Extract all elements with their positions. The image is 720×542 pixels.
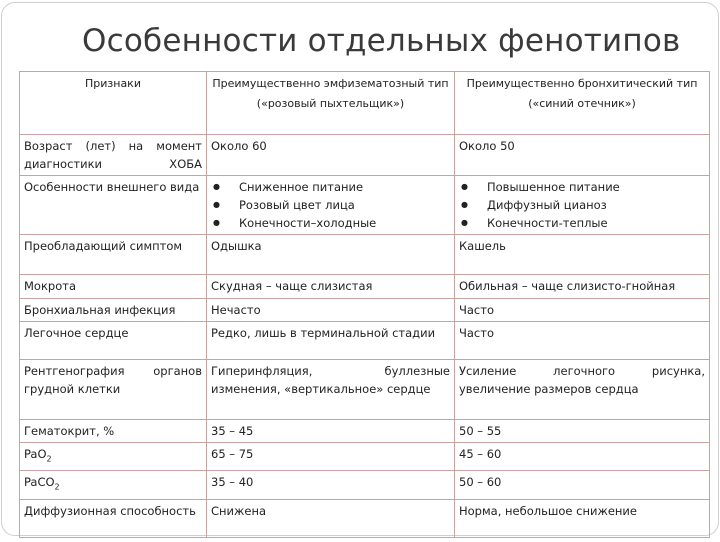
cell-bronchitic: Обильная – чаще слизисто-гнойная	[455, 275, 710, 299]
row-label: Особенности внешнего вида	[20, 176, 207, 235]
table-row	[20, 235, 710, 275]
row-label: Легочное сердце	[20, 322, 207, 360]
list-item: ● Сниженное питание	[239, 178, 450, 196]
cell-emphysema: 65 – 75	[207, 443, 455, 471]
cell-emphysema: Редко, лишь в терминальной стадии	[207, 322, 455, 360]
cell-emphysema: 35 – 45	[207, 420, 455, 443]
row-label: PaCO$_2$	[20, 471, 207, 499]
slide-title: Особенности отдельных фенотипов	[82, 23, 681, 59]
cell-bronchitic: Около 50	[455, 135, 710, 176]
list-item: ● Конечности–холодные	[239, 214, 450, 232]
header-feature: Признаки	[20, 72, 207, 135]
cell-emphysema: Нечасто	[207, 299, 455, 322]
table-row	[20, 499, 710, 537]
cell-bronchitic: Часто	[455, 299, 710, 322]
table-row	[20, 322, 710, 360]
list-item: ● Диффузный цианоз	[487, 196, 705, 214]
cell-emphysema: Одышка	[207, 235, 455, 275]
header-row	[20, 72, 710, 135]
row-label: Бронхиальная инфекция	[20, 299, 207, 322]
cell-bronchitic	[455, 176, 710, 235]
row-label: Возраст (лет) на момент диагностики ХОБА	[20, 135, 207, 176]
cell-bronchitic: Часто	[455, 322, 710, 360]
row-label: PaO$_2$	[20, 443, 207, 471]
header-emphysema: Преимущественно эмфизематозный тип («розовый пыхтельщик»)	[207, 72, 455, 135]
table-row	[20, 360, 710, 420]
table-row	[20, 275, 710, 299]
cell-bronchitic: 45 – 60	[455, 443, 710, 471]
list-item: ● Повышенное питание	[487, 178, 705, 196]
table-row	[20, 135, 710, 176]
list-item: ● Конечности-теплые	[487, 214, 705, 232]
cell-emphysema: Гиперинфляция, буллезные изменения, «вертикальное» сердце	[207, 360, 455, 420]
cell-bronchitic: Кашель	[455, 235, 710, 275]
table-row	[20, 471, 710, 499]
cell-bronchitic: 50 – 60	[455, 471, 710, 499]
cell-emphysema: 35 – 40	[207, 471, 455, 499]
table-row	[20, 420, 710, 443]
bullet-list	[211, 178, 450, 232]
cell-emphysema: Скудная – чаще слизистая	[207, 275, 455, 299]
cell-emphysema: Снижена	[207, 499, 455, 537]
row-label: Преобладающий симптом	[20, 235, 207, 275]
cell-bronchitic: Усиление легочного рисунка, увеличение размеров сердца	[455, 360, 710, 420]
cell-emphysema: Около 60	[207, 135, 455, 176]
table-row	[20, 443, 710, 471]
table-row	[20, 299, 710, 322]
cell-emphysema	[207, 176, 455, 235]
row-label: Рентгенография органов грудной клетки	[20, 360, 207, 420]
header-bronchitic: Преимущественно бронхитический тип («синий отечник»)	[455, 72, 710, 135]
bullet-list	[459, 178, 705, 232]
cell-bronchitic: 50 – 55	[455, 420, 710, 443]
slide	[1, 2, 719, 536]
cell-bronchitic: Норма, небольшое снижение	[455, 499, 710, 537]
row-label: Гематокрит, %	[20, 420, 207, 443]
list-item: ● Розовый цвет лица	[239, 196, 450, 214]
row-label: Мокрота	[20, 275, 207, 299]
phenotype-table	[19, 71, 710, 538]
table-row	[20, 176, 710, 235]
row-label: Диффузионная способность	[20, 499, 207, 537]
